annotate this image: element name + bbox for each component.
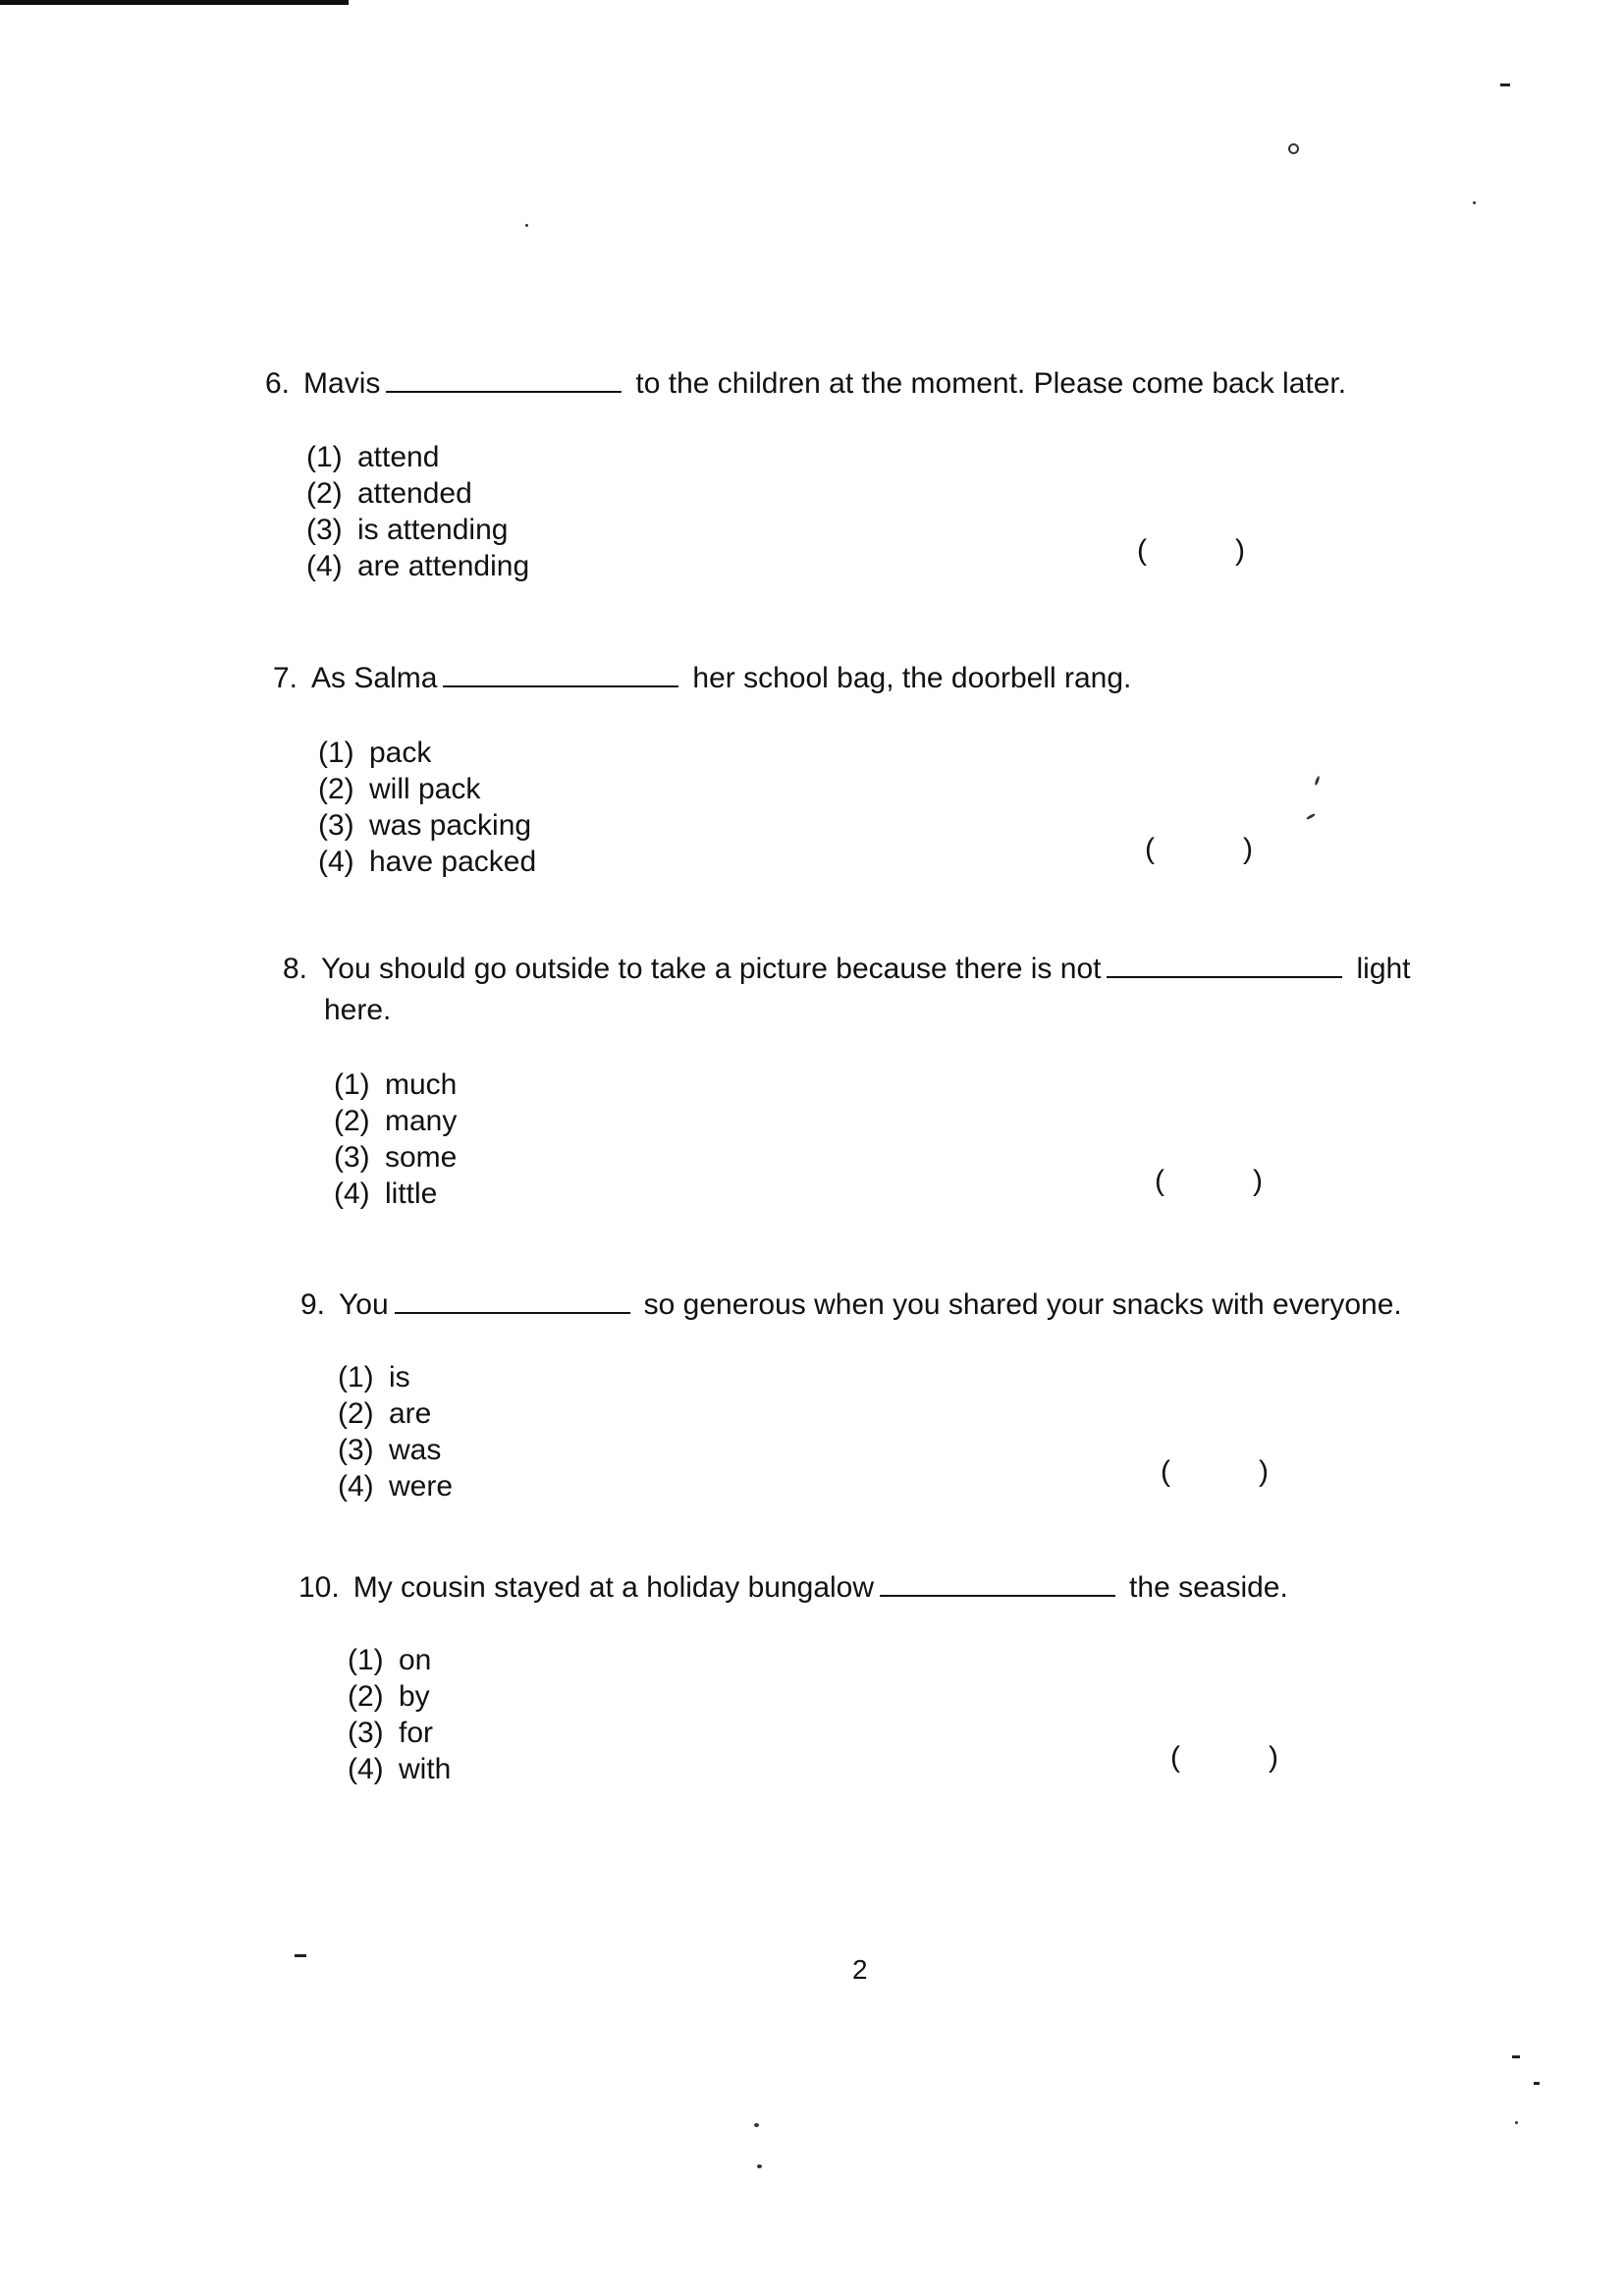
option-text: many [385,1105,458,1137]
option-number: (2) [306,477,343,510]
option-number: (1) [334,1068,370,1101]
option-text: are attending [357,550,530,582]
stem-text-before-blank: My cousin stayed at a holiday bungalow [352,1571,875,1604]
option-number: (4) [348,1753,384,1785]
option-text: with [399,1753,452,1785]
option-text: attended [357,477,472,510]
option-item [334,1175,457,1212]
option-item [318,771,536,807]
option-item [348,1751,451,1787]
option-text: for [399,1717,434,1749]
stem-text-after-blank: to the children at the moment. Please come back later. [635,367,1347,400]
option-list [318,735,536,880]
question-stem [300,1286,1402,1322]
option-item [348,1678,451,1715]
stem-text-before-blank: You [339,1288,389,1321]
scan-speck [1500,83,1510,86]
option-item [306,439,529,475]
option-text: was packing [369,809,532,842]
page-number: 2 [852,1954,868,1985]
question-stem [273,660,1131,695]
option-text: on [399,1644,432,1676]
option-number: (4) [334,1177,370,1210]
option-number: (4) [338,1470,374,1503]
option-number: (4) [306,550,343,582]
option-item [338,1395,453,1432]
scan-speck [754,2123,759,2127]
answer-box[interactable] [1170,1741,1278,1775]
answer-box-close-paren: ) [1253,1165,1263,1197]
question-number: 10. [298,1571,340,1604]
option-number: (2) [318,773,354,805]
option-item [334,1139,457,1175]
scan-speck [1515,2121,1518,2124]
option-text: some [385,1141,458,1174]
answer-box-open-paren: ( [1170,1741,1180,1774]
option-item [338,1359,453,1395]
option-number: (1) [306,441,343,473]
stem-text-after-blank: her school bag, the doorbell rang. [692,662,1132,694]
option-text: are [389,1397,432,1430]
answer-box-open-paren: ( [1145,833,1155,865]
option-number: (2) [338,1397,374,1430]
question-number: 9. [300,1288,326,1321]
scan-speck [1534,2082,1540,2085]
option-number: (3) [306,514,343,546]
question-stem [283,951,1411,986]
option-text: pack [369,737,432,769]
question-stem [265,365,1346,401]
stem-text-after-blank: the seaside. [1129,1571,1288,1604]
scan-speck [757,2164,762,2168]
option-item [334,1103,457,1139]
answer-box[interactable] [1155,1165,1263,1198]
question-number: 6. [265,367,291,400]
scan-speck [1512,2055,1520,2058]
option-text: is attending [357,514,509,546]
stem-text-after-blank: so generous when you shared your snacks with everyone. [643,1288,1402,1321]
top-edge-mark [0,0,349,5]
option-number: (3) [348,1717,384,1749]
option-number: (1) [348,1644,384,1676]
answer-box-open-paren: ( [1137,534,1147,567]
answer-box[interactable] [1161,1455,1269,1489]
scan-speck [525,224,528,227]
question-number: 7. [273,662,298,694]
option-text: by [399,1680,430,1713]
option-number: (3) [334,1141,370,1174]
option-text: little [385,1177,438,1210]
scan-speck [1473,201,1476,204]
option-number: (4) [318,846,354,878]
option-number: (3) [318,809,354,842]
option-item [348,1715,451,1751]
stem-text-before-blank: Mavis [303,367,381,400]
option-item [306,475,529,512]
answer-blank[interactable] [395,1286,630,1314]
scan-speck [1314,776,1320,786]
answer-blank[interactable] [1107,951,1342,978]
answer-blank[interactable] [880,1569,1115,1597]
scan-speck [1306,813,1316,821]
answer-box-open-paren: ( [1161,1455,1170,1488]
stem-continuation: here. [324,994,392,1026]
option-item [318,807,536,844]
option-text: were [389,1470,454,1503]
stem-text-after-blank: light [1356,953,1411,985]
option-list [306,439,529,584]
option-text: will pack [369,773,481,805]
option-list [338,1359,453,1504]
option-number: (3) [338,1434,374,1466]
option-number: (1) [338,1361,374,1394]
option-item [306,512,529,548]
answer-blank[interactable] [443,660,678,687]
option-number: (2) [348,1680,384,1713]
answer-box-close-paren: ) [1259,1455,1269,1488]
answer-box-close-paren: ) [1269,1741,1278,1774]
scan-speck [1288,143,1299,154]
option-item [334,1066,457,1103]
option-text: attend [357,441,440,473]
answer-box[interactable] [1145,833,1253,866]
option-text: is [389,1361,410,1394]
scan-speck [295,1954,306,1957]
option-item [318,735,536,771]
answer-box-close-paren: ) [1235,534,1245,567]
option-number: (1) [318,737,354,769]
answer-blank[interactable] [386,365,622,393]
option-number: (2) [334,1105,370,1137]
stem-text-before-blank: You should go outside to take a picture because there is not [321,953,1102,985]
option-item [338,1432,453,1468]
option-item [318,844,536,880]
option-item [348,1642,451,1678]
answer-box-open-paren: ( [1155,1165,1164,1197]
answer-box[interactable] [1137,534,1245,568]
question-number: 8. [283,953,308,985]
answer-box-close-paren: ) [1243,833,1253,865]
question-stem [298,1569,1288,1605]
stem-text-before-blank: As Salma [311,662,438,694]
option-item [338,1468,453,1504]
option-list [334,1066,457,1212]
option-item [306,548,529,584]
option-text: much [385,1068,458,1101]
option-text: was [389,1434,442,1466]
option-list [348,1642,451,1787]
option-text: have packed [369,846,537,878]
